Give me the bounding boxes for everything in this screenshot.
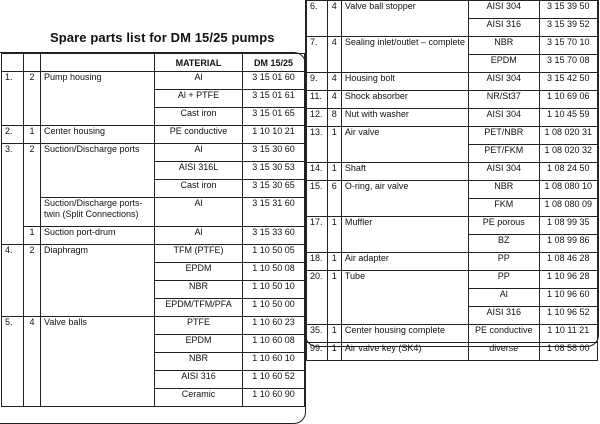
description-cell: Suction port-drum bbox=[41, 227, 155, 245]
description-cell: Valve balls bbox=[41, 317, 155, 335]
table-row bbox=[2, 126, 305, 144]
table-row bbox=[307, 289, 598, 307]
part-number-cell: 1 10 60 52 bbox=[243, 371, 305, 389]
part-number-cell: 1 10 45 59 bbox=[539, 109, 597, 127]
right-parts-table bbox=[306, 0, 598, 361]
position-cell bbox=[2, 198, 24, 227]
quantity-cell: 6 bbox=[327, 181, 341, 199]
description-cell bbox=[41, 108, 155, 126]
quantity-cell bbox=[24, 371, 41, 389]
table-row bbox=[2, 90, 305, 108]
material-cell: PE porous bbox=[468, 217, 539, 235]
description-cell bbox=[341, 235, 468, 253]
position-cell: 5. bbox=[2, 317, 24, 335]
quantity-cell bbox=[327, 145, 341, 163]
description-cell bbox=[41, 299, 155, 317]
part-number-cell: 1 08 24 50 bbox=[539, 163, 597, 181]
table-row bbox=[2, 198, 305, 227]
material-cell: PP bbox=[468, 271, 539, 289]
table-row bbox=[2, 227, 305, 245]
quantity-cell: 1 bbox=[327, 253, 341, 271]
material-cell: EPDM bbox=[155, 335, 243, 353]
table-row bbox=[307, 307, 598, 325]
quantity-cell bbox=[24, 162, 41, 180]
quantity-cell bbox=[24, 281, 41, 299]
part-number-cell: 1 10 10 21 bbox=[243, 126, 305, 144]
description-cell: Air valve bbox=[341, 127, 468, 145]
table-row bbox=[307, 217, 598, 235]
description-cell bbox=[41, 281, 155, 299]
part-number-cell: 3 15 01 65 bbox=[243, 108, 305, 126]
position-cell: 99. bbox=[307, 343, 328, 361]
quantity-cell bbox=[24, 198, 41, 227]
quantity-cell: 1 bbox=[24, 227, 41, 245]
quantity-cell bbox=[327, 307, 341, 325]
table-row bbox=[307, 235, 598, 253]
table-row bbox=[2, 299, 305, 317]
part-number-cell: 3 15 70 08 bbox=[539, 55, 597, 73]
position-cell bbox=[2, 263, 24, 281]
description-cell: Shaft bbox=[341, 163, 468, 181]
material-cell: PE conductive bbox=[155, 126, 243, 144]
quantity-cell bbox=[327, 289, 341, 307]
quantity-cell bbox=[327, 235, 341, 253]
description-cell bbox=[41, 263, 155, 281]
material-cell: AISI 304 bbox=[468, 73, 539, 91]
part-number-cell: 3 15 01 60 bbox=[243, 72, 305, 90]
description-cell bbox=[341, 19, 468, 37]
description-cell bbox=[341, 289, 468, 307]
part-number-cell: 1 08 020 32 bbox=[539, 145, 597, 163]
table-row bbox=[307, 19, 598, 37]
table-row bbox=[2, 245, 305, 263]
part-number-cell: 3 15 33 60 bbox=[243, 227, 305, 245]
quantity-cell: 1 bbox=[327, 217, 341, 235]
position-cell: 7. bbox=[307, 37, 328, 55]
description-cell bbox=[41, 90, 155, 108]
table-row bbox=[307, 181, 598, 199]
table-row bbox=[307, 145, 598, 163]
quantity-cell bbox=[327, 199, 341, 217]
table-row bbox=[2, 389, 305, 407]
part-number-cell: 3 15 01 61 bbox=[243, 90, 305, 108]
quantity-cell: 1 bbox=[327, 343, 341, 361]
material-cell: PP bbox=[468, 253, 539, 271]
description-cell bbox=[341, 307, 468, 325]
left-parts-table bbox=[1, 53, 305, 407]
part-number-cell: 3 15 39 50 bbox=[539, 1, 597, 19]
material-cell: PET/FKM bbox=[468, 145, 539, 163]
description-cell: Suction/Discharge ports-twin (Split Connections) bbox=[41, 198, 155, 227]
position-cell: 6. bbox=[307, 1, 328, 19]
table-row bbox=[2, 162, 305, 180]
table-row bbox=[307, 253, 598, 271]
position-cell: 15. bbox=[307, 181, 328, 199]
table-row bbox=[2, 281, 305, 299]
part-number-cell: 1 10 50 08 bbox=[243, 263, 305, 281]
table-row bbox=[2, 371, 305, 389]
table-row bbox=[307, 37, 598, 55]
part-number-cell: 1 10 60 10 bbox=[243, 353, 305, 371]
position-cell bbox=[2, 299, 24, 317]
material-cell: NBR bbox=[468, 37, 539, 55]
quantity-cell: 2 bbox=[24, 245, 41, 263]
quantity-cell bbox=[24, 389, 41, 407]
position-cell: 9. bbox=[307, 73, 328, 91]
material-cell: Al bbox=[155, 198, 243, 227]
table-row bbox=[2, 180, 305, 198]
quantity-cell bbox=[24, 299, 41, 317]
material-cell: AISI 304 bbox=[468, 1, 539, 19]
quantity-cell: 8 bbox=[327, 109, 341, 127]
part-number-cell: 1 08 46 28 bbox=[539, 253, 597, 271]
position-cell: 35. bbox=[307, 325, 328, 343]
material-cell: AISI 304 bbox=[468, 163, 539, 181]
material-cell: FKM bbox=[468, 199, 539, 217]
material-cell: Al bbox=[155, 144, 243, 162]
material-cell: NBR bbox=[468, 181, 539, 199]
description-cell bbox=[41, 162, 155, 180]
description-cell: Diaphragm bbox=[41, 245, 155, 263]
description-cell bbox=[341, 199, 468, 217]
position-cell bbox=[2, 353, 24, 371]
table-row bbox=[307, 73, 598, 91]
part-number-cell: 1 08 020 31 bbox=[539, 127, 597, 145]
description-cell: Muffler bbox=[341, 217, 468, 235]
quantity-cell: 2 bbox=[24, 144, 41, 162]
description-cell: Center housing complete bbox=[341, 325, 468, 343]
quantity-cell: 4 bbox=[327, 37, 341, 55]
material-cell: TFM (PTFE) bbox=[155, 245, 243, 263]
position-cell bbox=[307, 19, 328, 37]
part-number-cell: 1 08 58 00 bbox=[539, 343, 597, 361]
description-cell: Tube bbox=[341, 271, 468, 289]
material-cell: Al + PTFE bbox=[155, 90, 243, 108]
description-cell: Air valve key (SK4) bbox=[341, 343, 468, 361]
material-cell: NBR bbox=[155, 353, 243, 371]
table-row bbox=[307, 55, 598, 73]
table-row bbox=[2, 144, 305, 162]
part-number-cell: 3 15 42 50 bbox=[539, 73, 597, 91]
quantity-cell: 2 bbox=[24, 72, 41, 90]
table-row bbox=[2, 317, 305, 335]
position-cell bbox=[2, 227, 24, 245]
material-cell: EPDM bbox=[155, 263, 243, 281]
description-cell: Valve ball stopper bbox=[341, 1, 468, 19]
header-qty-blank bbox=[24, 54, 41, 72]
quantity-cell: 4 bbox=[327, 73, 341, 91]
part-number-cell: 1 10 11 21 bbox=[539, 325, 597, 343]
part-number-cell: 1 10 50 10 bbox=[243, 281, 305, 299]
position-cell bbox=[307, 289, 328, 307]
description-cell: Pump housing bbox=[41, 72, 155, 90]
position-cell: 11. bbox=[307, 91, 328, 109]
position-cell: 12. bbox=[307, 109, 328, 127]
part-number-cell: 1 10 50 00 bbox=[243, 299, 305, 317]
material-cell: PET/NBR bbox=[468, 127, 539, 145]
description-cell bbox=[41, 353, 155, 371]
quantity-cell bbox=[327, 55, 341, 73]
material-cell: EPDM bbox=[468, 55, 539, 73]
position-cell bbox=[2, 371, 24, 389]
position-cell: 20. bbox=[307, 271, 328, 289]
description-cell: O-ring, air valve bbox=[341, 181, 468, 199]
description-cell bbox=[41, 180, 155, 198]
description-cell: Shock absorber bbox=[341, 91, 468, 109]
part-number-cell: 3 15 31 60 bbox=[243, 198, 305, 227]
position-cell bbox=[307, 199, 328, 217]
table-row bbox=[307, 343, 598, 361]
material-cell: AISI 316 bbox=[468, 307, 539, 325]
table-row bbox=[2, 108, 305, 126]
table-row bbox=[2, 335, 305, 353]
material-cell: AISI 316 bbox=[468, 19, 539, 37]
header-pos-blank bbox=[2, 54, 24, 72]
material-cell: PE conductive bbox=[468, 325, 539, 343]
position-cell: 17. bbox=[307, 217, 328, 235]
material-cell: Al bbox=[468, 289, 539, 307]
position-cell: 14. bbox=[307, 163, 328, 181]
part-number-cell: 1 10 96 28 bbox=[539, 271, 597, 289]
quantity-cell bbox=[24, 90, 41, 108]
part-number-cell: 3 15 30 53 bbox=[243, 162, 305, 180]
material-cell: Al bbox=[155, 227, 243, 245]
material-cell: EPDM/TFM/PFA bbox=[155, 299, 243, 317]
part-number-cell: 1 10 96 60 bbox=[539, 289, 597, 307]
table-row bbox=[2, 353, 305, 371]
part-number-cell: 1 10 96 52 bbox=[539, 307, 597, 325]
table-row bbox=[307, 1, 598, 19]
table-row bbox=[307, 109, 598, 127]
position-cell bbox=[307, 55, 328, 73]
material-cell: Cast iron bbox=[155, 108, 243, 126]
material-cell: Ceramic bbox=[155, 389, 243, 407]
part-number-cell: 1 10 60 23 bbox=[243, 317, 305, 335]
right-table-frame bbox=[305, 0, 599, 353]
left-table-frame bbox=[0, 52, 306, 424]
part-number-cell: 3 15 30 65 bbox=[243, 180, 305, 198]
part-number-cell: 1 08 080 09 bbox=[539, 199, 597, 217]
material-cell: NR/St37 bbox=[468, 91, 539, 109]
quantity-cell bbox=[24, 263, 41, 281]
position-cell: 1. bbox=[2, 72, 24, 90]
position-cell bbox=[307, 145, 328, 163]
table-row bbox=[307, 163, 598, 181]
description-cell: Housing bolt bbox=[341, 73, 468, 91]
part-number-cell: 1 10 50 05 bbox=[243, 245, 305, 263]
description-cell bbox=[41, 335, 155, 353]
part-number-cell: 3 15 70 10 bbox=[539, 37, 597, 55]
description-cell: Suction/Discharge ports bbox=[41, 144, 155, 162]
quantity-cell: 1 bbox=[327, 325, 341, 343]
quantity-cell bbox=[327, 19, 341, 37]
material-cell: Cast iron bbox=[155, 180, 243, 198]
part-number-cell: 1 10 60 90 bbox=[243, 389, 305, 407]
quantity-cell bbox=[24, 180, 41, 198]
position-cell: 3. bbox=[2, 144, 24, 162]
position-cell bbox=[2, 108, 24, 126]
description-cell bbox=[341, 145, 468, 163]
part-number-cell: 1 10 60 08 bbox=[243, 335, 305, 353]
material-cell: Al bbox=[155, 72, 243, 90]
quantity-cell: 4 bbox=[24, 317, 41, 335]
part-number-cell: 1 10 69 06 bbox=[539, 91, 597, 109]
material-cell: AISI 316 bbox=[155, 371, 243, 389]
description-cell bbox=[41, 389, 155, 407]
quantity-cell bbox=[24, 108, 41, 126]
description-cell bbox=[341, 55, 468, 73]
position-cell: 18. bbox=[307, 253, 328, 271]
position-cell bbox=[2, 335, 24, 353]
position-cell bbox=[2, 281, 24, 299]
position-cell bbox=[2, 162, 24, 180]
position-cell bbox=[307, 307, 328, 325]
description-cell: Sealing inlet/outlet – complete bbox=[341, 37, 468, 55]
table-row bbox=[307, 325, 598, 343]
quantity-cell: 4 bbox=[327, 91, 341, 109]
material-cell: BZ bbox=[468, 235, 539, 253]
material-cell: diverse bbox=[468, 343, 539, 361]
header-material: MATERIAL bbox=[155, 54, 243, 72]
quantity-cell bbox=[24, 335, 41, 353]
material-cell: AISI 316L bbox=[155, 162, 243, 180]
part-number-cell: 1 08 99 35 bbox=[539, 217, 597, 235]
table-row bbox=[307, 127, 598, 145]
position-cell: 2. bbox=[2, 126, 24, 144]
material-cell: AISI 304 bbox=[468, 109, 539, 127]
quantity-cell: 1 bbox=[327, 163, 341, 181]
quantity-cell: 4 bbox=[327, 1, 341, 19]
part-number-cell: 3 15 39 52 bbox=[539, 19, 597, 37]
material-cell: PTFE bbox=[155, 317, 243, 335]
header-desc-blank bbox=[41, 54, 155, 72]
description-cell: Air adapter bbox=[341, 253, 468, 271]
position-cell bbox=[2, 90, 24, 108]
quantity-cell: 1 bbox=[24, 126, 41, 144]
table-row bbox=[2, 72, 305, 90]
description-cell bbox=[41, 371, 155, 389]
description-cell: Nut with washer bbox=[341, 109, 468, 127]
position-cell bbox=[2, 389, 24, 407]
table-row bbox=[307, 91, 598, 109]
table-row bbox=[307, 199, 598, 217]
page-title: Spare parts list for DM 15/25 pumps bbox=[50, 30, 275, 45]
quantity-cell bbox=[24, 353, 41, 371]
quantity-cell: 1 bbox=[327, 127, 341, 145]
table-row bbox=[307, 271, 598, 289]
description-cell: Center housing bbox=[41, 126, 155, 144]
position-cell bbox=[2, 180, 24, 198]
material-cell: NBR bbox=[155, 281, 243, 299]
quantity-cell: 1 bbox=[327, 271, 341, 289]
position-cell: 4. bbox=[2, 245, 24, 263]
header-pump-model: DM 15/25 bbox=[243, 54, 305, 72]
part-number-cell: 3 15 30 60 bbox=[243, 144, 305, 162]
table-row bbox=[2, 263, 305, 281]
part-number-cell: 1 08 080 10 bbox=[539, 181, 597, 199]
position-cell: 13. bbox=[307, 127, 328, 145]
part-number-cell: 1 08 99 86 bbox=[539, 235, 597, 253]
position-cell bbox=[307, 235, 328, 253]
